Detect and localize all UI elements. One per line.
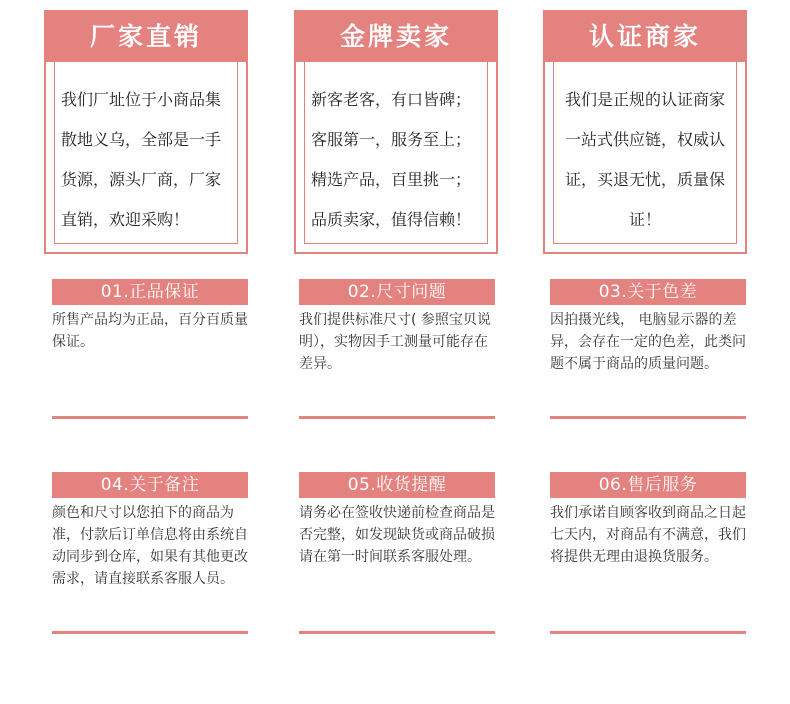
section-text: 我们提供标准尺寸( 参照宝贝说明），实物因手工测量可能存在差异。 xyxy=(299,312,491,372)
section-divider xyxy=(550,631,746,634)
card-text xyxy=(305,80,487,240)
card-frame xyxy=(553,62,737,244)
section-title: 04.关于备注 xyxy=(52,472,248,498)
section-title: 02.尺寸问题 xyxy=(299,279,495,305)
section-text: 颜色和尺寸以您拍下的商品为准，付款后订单信息将由系统自动同步到仓库，如果有其他更改需求，请直接联系客服人员。 xyxy=(52,505,248,587)
card-line: 证！ xyxy=(628,210,661,229)
section-divider xyxy=(52,631,248,634)
section-size-issue xyxy=(299,279,495,375)
card-title: 金牌卖家 xyxy=(296,12,496,62)
card-line: 直销，欢迎采购！ xyxy=(61,210,190,229)
section-text: 因拍摄光线， 电脑显示器的差异，会存在一定的色差，此类问题不属于商品的质量问题。 xyxy=(550,312,746,372)
section-authentic-guarantee xyxy=(52,279,248,353)
card-title: 厂家直销 xyxy=(46,12,246,62)
card-text xyxy=(55,80,237,240)
card-line: 散地义乌，全部是一手 xyxy=(61,130,222,149)
card-line: 品质卖家，值得信赖！ xyxy=(311,210,472,229)
card-line: 货源，源头厂商，厂家 xyxy=(61,170,222,189)
section-color-difference xyxy=(550,279,746,375)
card-line: 客服第一，服务至上； xyxy=(311,130,472,149)
card-frame xyxy=(54,62,238,244)
card-title: 认证商家 xyxy=(545,12,745,62)
section-after-sales xyxy=(550,472,746,568)
card-line: 新客老客，有口皆碑； xyxy=(311,90,472,109)
card-line: 精选产品，百里挑一； xyxy=(311,170,472,189)
section-order-notes xyxy=(52,472,248,590)
card-line: 一站式供应链，权威认 xyxy=(564,130,725,149)
section-text: 所售产品均为正品，百分百质量保证。 xyxy=(52,312,248,350)
section-title: 03.关于色差 xyxy=(550,279,746,305)
section-divider xyxy=(550,416,746,419)
card-frame xyxy=(304,62,488,244)
card-certified-merchant xyxy=(543,10,747,254)
section-title: 06.售后服务 xyxy=(550,472,746,498)
section-text: 请务必在签收快递前检查商品是否完整，如发现缺货或商品破损请在第一时间联系客服处理。 xyxy=(299,505,495,565)
card-factory-direct xyxy=(44,10,248,254)
section-divider xyxy=(299,631,495,634)
card-text xyxy=(554,80,736,240)
section-divider xyxy=(299,416,495,419)
card-line: 我们是正规的认证商家 xyxy=(564,90,725,109)
section-delivery-reminder xyxy=(299,472,495,568)
card-line: 我们厂址位于小商品集 xyxy=(61,90,222,109)
section-divider xyxy=(52,416,248,419)
card-line: 证，买退无忧，质量保 xyxy=(564,170,725,189)
section-text: 我们承诺自顾客收到商品之日起七天内，对商品有不满意，我们将提供无理由退换货服务。 xyxy=(550,505,746,565)
section-title: 05.收货提醒 xyxy=(299,472,495,498)
section-title: 01.正品保证 xyxy=(52,279,248,305)
card-gold-seller xyxy=(294,10,498,254)
